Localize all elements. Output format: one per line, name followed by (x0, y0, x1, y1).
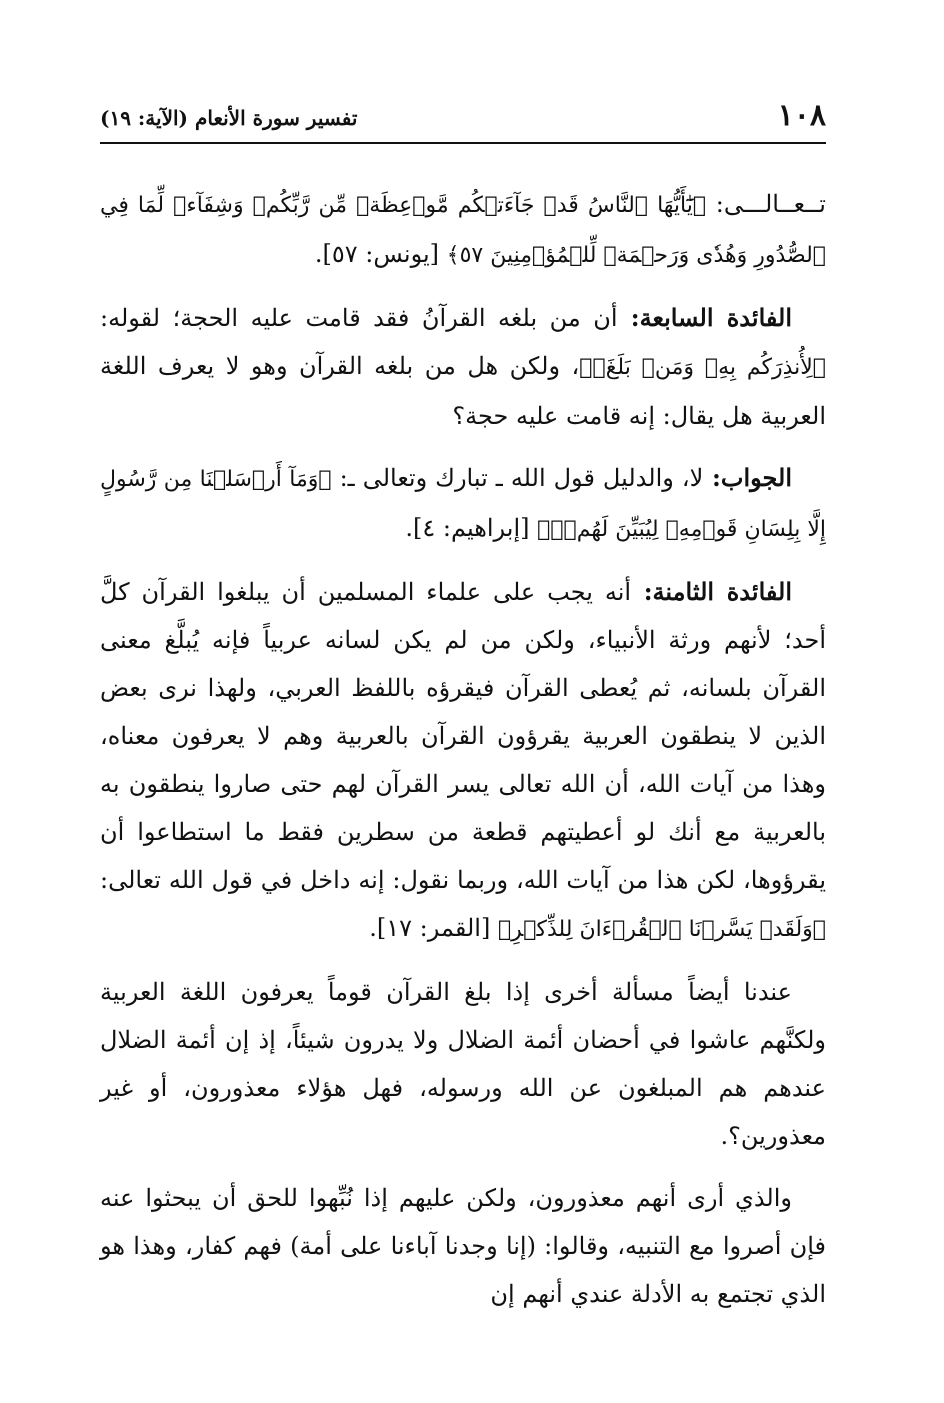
verse-reference: [القمر: ١٧]. (369, 914, 498, 942)
quran-verse-yunus-57: ﴿يَٰٓأَيُّهَا ٱلنَّاسُ قَدۡ جَآءَتۡكُم مَّوۡعِظَةٞ مِّن رَّبِّكُمۡ وَشِفَآءٞ لِّمَا فِي ٱلصُّدُورِ وَهُدٗى وَرَحۡمَةٞ لِّلۡمُؤۡمِنِينَ ٥٧﴾ (100, 193, 826, 268)
quran-verse-qamar-17: ﴿وَلَقَدۡ يَسَّرۡنَا ٱلۡقُرۡءَانَ لِلذِّكۡرِ﴾ (497, 917, 826, 942)
benefit-heading: الفائدة الثامنة: (631, 577, 792, 606)
paragraph-benefit-seven (100, 294, 826, 440)
verse-reference: [يونس: ٥٧]. (314, 240, 447, 268)
paragraph-lead: تــعــالـــى: (706, 190, 826, 218)
page-body (100, 180, 826, 1332)
page-number: ١٠٨ (777, 98, 826, 133)
paragraph-text: عندنا أيضاً مسألة أخرى إذا بلغ القرآن قوماً يعرفون اللغة العربية ولكنَّهم عاشوا في أحضان أئمة الضلال ولا يدرون شيئاً، إذ إن أئمة الضلال عندهم هم المبلغون عن الله ورسوله، فهل هؤلاء معذورون، أو غير معذورين؟. (100, 978, 826, 1150)
benefit-heading: الفائدة السابعة: (617, 303, 792, 332)
paragraph-benefit-eight (100, 568, 826, 954)
paragraph-another-issue (100, 968, 826, 1160)
quran-verse-ibrahim-4: ﴿وَمَآ أَرۡسَلۡنَا مِن رَّسُولٍ إِلَّا بِلِسَانِ قَوۡمِهِۦ لِيُبَيِّنَ لَهُمۡۖ﴾ (100, 467, 826, 542)
paragraph-text: ، ولكن هل من بلغه القرآن وهو لا يعرف اللغة العربية هل يقال: إنه قامت عليه حجة؟ (100, 352, 826, 430)
paragraph-verse-yunus (100, 180, 826, 280)
page-header (100, 96, 826, 144)
paragraph-text: والذي أرى أنهم معذورون، ولكن عليهم إذا نُبِّهوا للحق أن يبحثوا عنه فإن أصروا مع التنبيه، وقالوا: (إنا وجدنا آباءنا على أمة) فهم كفار، وهذا هو الذي تجتمع به الأدلة عندي أنهم إن (100, 1184, 826, 1308)
paragraph-text: أنه يجب على علماء المسلمين أن يبلغوا القرآن كلَّ أحد؛ لأنهم ورثة الأنبياء، ولكن من لم يكن لسانه عربياً فإنه يُبلَّغ معنى القرآن بلسانه، ثم يُعطى القرآن فيقرؤه باللفظ العربي، ولهذا نرى بعض الذين لا ينطقون العربية يقرؤون القرآن بالعربية وهم لا يعرفون معناه، وهذا من آيات الله، أن الله تعالى يسر القرآن لهم حتى صاروا ينطقون به بالعربية مع أنك لو أعطيتهم قطعة من سطرين فقط ما استطاعوا أن يقرؤوها، لكن هذا من آيات الله، وربما نقول: إنه داخل في قول الله تعالى: (100, 578, 826, 894)
verse-reference: [إبراهيم: ٤]. (405, 514, 538, 542)
running-title: تفسير سورة الأنعام (الآية: ١٩) (100, 106, 358, 130)
paragraph-answer (100, 454, 826, 554)
paragraph-text: أن من بلغه القرآنُ فقد قامت عليه الحجة؛ لقوله: (100, 304, 618, 332)
paragraph-text: لا، والدليل قول الله ـ تبارك وتعالى ـ: (331, 464, 704, 492)
paragraph-opinion (100, 1174, 826, 1318)
answer-heading: الجواب: (703, 463, 792, 492)
quran-verse-anam-19: ﴿لِأُنذِرَكُم بِهِۦ وَمَنۢ بَلَغَۚ﴾ (579, 355, 826, 380)
